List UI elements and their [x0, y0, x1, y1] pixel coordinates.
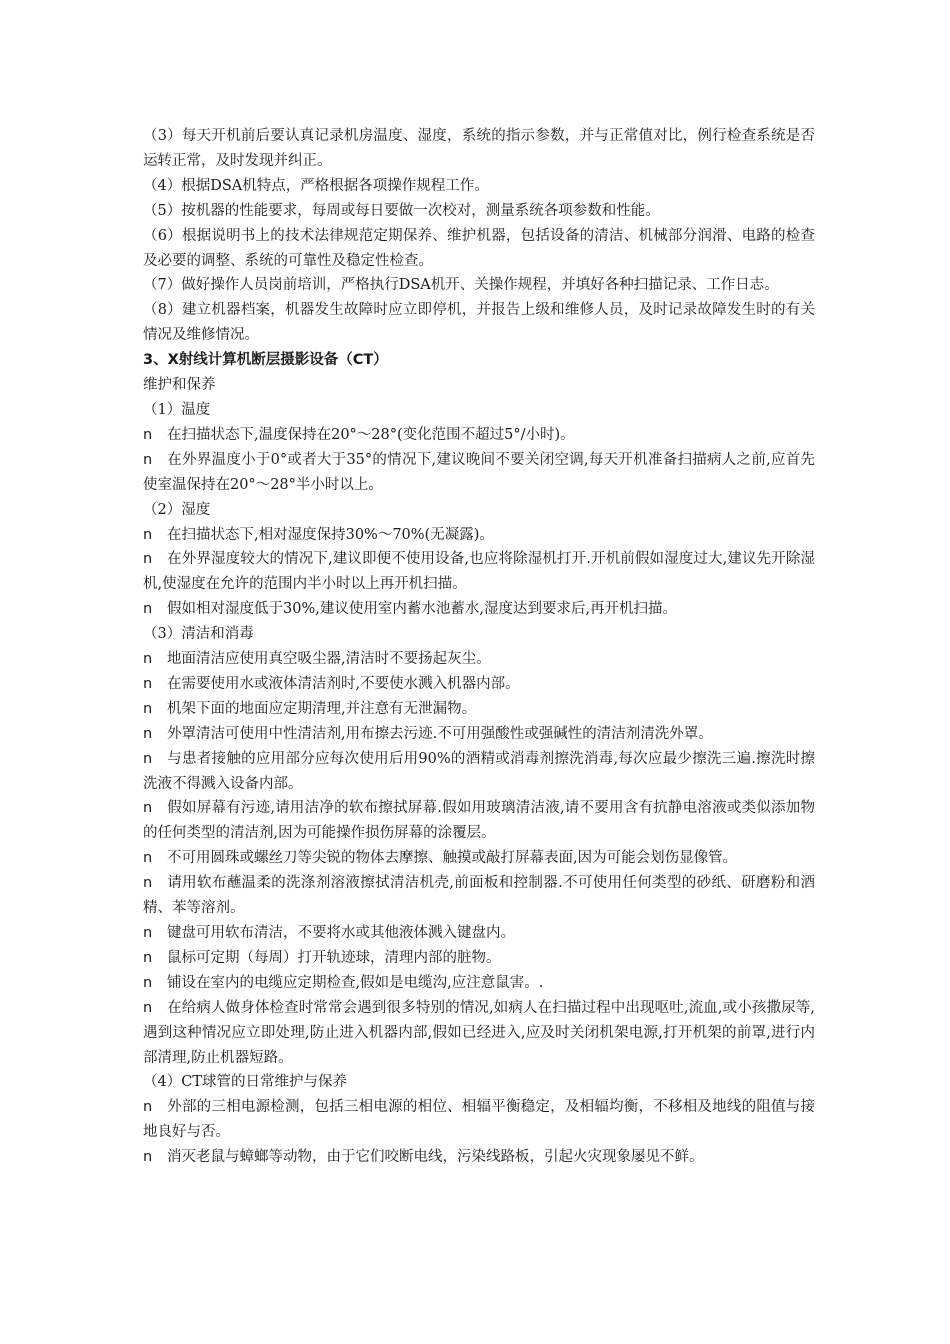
bullet-marker: n	[143, 651, 153, 668]
document-page	[143, 124, 815, 1170]
bullet-item	[143, 1095, 815, 1145]
bullet-item	[143, 946, 815, 971]
bullet-text: 外罩清洁可使用中性清洁剂,用布擦去污迹.不可用强酸性或强碱性的清洁剂清洗外罩。	[167, 725, 713, 742]
bullet-text: 假如屏幕有污迹,请用洁净的软布擦拭屏幕.假如用玻璃清洁液,请不要用含有抗静电溶液或类似添加物的任何类型的清洁剂,因为可能操作损伤屏幕的涂覆层。	[143, 800, 815, 842]
bullet-item	[143, 423, 815, 448]
bullet-text: 鼠标可定期（每周）打开轨迹球，清理内部的脏物。	[167, 949, 501, 966]
paragraph: （6）根据说明书上的技术法律规范定期保养、维护机器，包括设备的清洁、机械部分润滑、电路的检查及必要的调整、系统的可靠性及稳定性检查。	[143, 227, 815, 269]
bullet-text: 铺设在室内的电缆应定期检查,假如是电缆沟,应注意鼠害。.	[167, 974, 544, 991]
paragraph: （5）按机器的性能要求，每周或每日要做一次校对，测量系统各项参数和性能。	[143, 202, 660, 219]
bullet-item	[143, 547, 815, 597]
bullet-item	[143, 597, 815, 622]
bullet-item	[143, 647, 815, 672]
bullet-item	[143, 921, 815, 946]
bullet-text: 在扫描状态下,温度保持在20°～28°(变化范围不超过5°/小时)。	[167, 426, 575, 443]
bullet-text: 在给病人做身体检查时常常会遇到很多特别的情况,如病人在扫描过程中出现呕吐,流血,或小孩撒尿等,遇到这种情况应立即处理,防止进入机器内部,假如已经进入,应及时关闭机架电源,打开机架的前罩,进行内部清理,防止机器短路。	[143, 999, 815, 1066]
bullet-text: 消灭老鼠与蟑螂等动物，由于它们咬断电线，污染线路板，引起火灾现象屡见不鲜。	[167, 1149, 704, 1166]
bullet-text: 地面清洁应使用真空吸尘器,清洁时不要扬起灰尘。	[167, 651, 491, 668]
paragraph: （3）清洁和消毒	[143, 626, 254, 643]
paragraph: （1）温度	[143, 401, 211, 418]
bullet-marker: n	[143, 850, 153, 867]
bullet-item	[143, 996, 815, 1071]
bullet-item	[143, 523, 815, 548]
bullet-item	[143, 747, 815, 797]
bullet-marker: n	[143, 601, 153, 618]
paragraph: 维护和保养	[143, 377, 216, 394]
paragraph: （4）CT球管的日常维护与保养	[143, 1074, 347, 1091]
bullet-marker: n	[143, 1099, 153, 1116]
bullet-text: 在外界湿度较大的情况下,建议即便不使用设备,也应将除湿机打开.开机前假如湿度过大,建议先开除湿机,使湿度在允许的范围内半小时以上再开机扫描。	[143, 551, 815, 593]
bullet-marker: n	[143, 875, 153, 892]
bullet-marker: n	[143, 725, 153, 742]
paragraph: （3）每天开机前后要认真记录机房温度、湿度，系统的指示参数，并与正常值对比，例行检查系统是否运转正常，及时发现并纠正。	[143, 128, 815, 169]
bullet-marker: n	[143, 526, 153, 543]
bullet-item	[143, 1145, 815, 1170]
bullet-marker: n	[143, 675, 153, 692]
bullet-marker: n	[143, 949, 153, 966]
bullet-item	[143, 871, 815, 921]
bullet-marker: n	[143, 426, 153, 443]
bullet-marker: n	[143, 451, 153, 468]
paragraph: （4）根据DSA机特点，严格根据各项操作规程工作。	[143, 177, 489, 194]
paragraph: （7）做好操作人员岗前培训，严格执行DSA机开、关操作规程，并填好各种扫描记录、工作日志。	[143, 277, 779, 294]
bullet-marker: n	[143, 750, 153, 767]
bullet-marker: n	[143, 800, 153, 817]
section-heading: 3、X射线计算机断层摄影设备（CT）	[143, 352, 388, 369]
bullet-text: 假如相对湿度低于30%,建议使用室内蓄水池蓄水,湿度达到要求后,再开机扫描。	[167, 601, 678, 618]
bullet-text: 键盘可用软布清洁，不要将水或其他液体溅入键盘内。	[167, 925, 515, 941]
bullet-text: 请用软布蘸温柔的洗涤剂溶液擦拭清洁机壳,前面板和控制器.不可使用任何类型的砂纸、研磨粉和酒精、苯等溶剂。	[143, 875, 815, 917]
bullet-marker: n	[143, 999, 153, 1016]
bullet-text: 与患者接触的应用部分应每次使用后用90%的酒精或消毒剂擦洗消毒,每次应最少擦洗三遍.擦洗时擦洗液不得溅入设备内部。	[143, 750, 815, 792]
bullet-item	[143, 448, 815, 498]
bullet-marker: n	[143, 700, 153, 717]
bullet-item	[143, 971, 815, 996]
bullet-text: 不可用圆珠或螺丝刀等尖锐的物体去摩擦、触摸或敲打屏幕表面,因为可能会划伤显像管。	[167, 850, 738, 867]
bullet-text: 在扫描状态下,相对湿度保持30%～70%(无凝露)。	[167, 526, 494, 543]
bullet-item	[143, 697, 815, 722]
bullet-marker: n	[143, 925, 153, 941]
bullet-text: 外部的三相电源检测，包括三相电源的相位、相辐平衡稳定，及相辐均衡，不移相及地线的阻值与接地良好与否。	[143, 1099, 815, 1141]
bullet-marker: n	[143, 974, 153, 991]
bullet-marker: n	[143, 551, 153, 568]
bullet-text: 在需要使用水或液体清洁剂时,不要使水溅入机器内部。	[167, 675, 520, 692]
bullet-item	[143, 796, 815, 846]
bullet-item	[143, 672, 815, 697]
bullet-text: 机架下面的地面应定期清理,并注意有无泄漏物。	[167, 700, 477, 717]
paragraph: （8）建立机器档案，机器发生故障时应立即停机，并报告上级和维修人员，及时记录故障发生时的有关情况及维修情况。	[143, 302, 815, 344]
bullet-item	[143, 722, 815, 747]
bullet-item	[143, 846, 815, 871]
bullet-marker: n	[143, 1149, 153, 1166]
bullet-text: 在外界温度小于0°或者大于35°的情况下,建议晚间不要关闭空调,每天开机准备扫描病人之前,应首先使室温保持在20°～28°半小时以上。	[143, 451, 815, 493]
paragraph: （2）湿度	[143, 501, 211, 518]
